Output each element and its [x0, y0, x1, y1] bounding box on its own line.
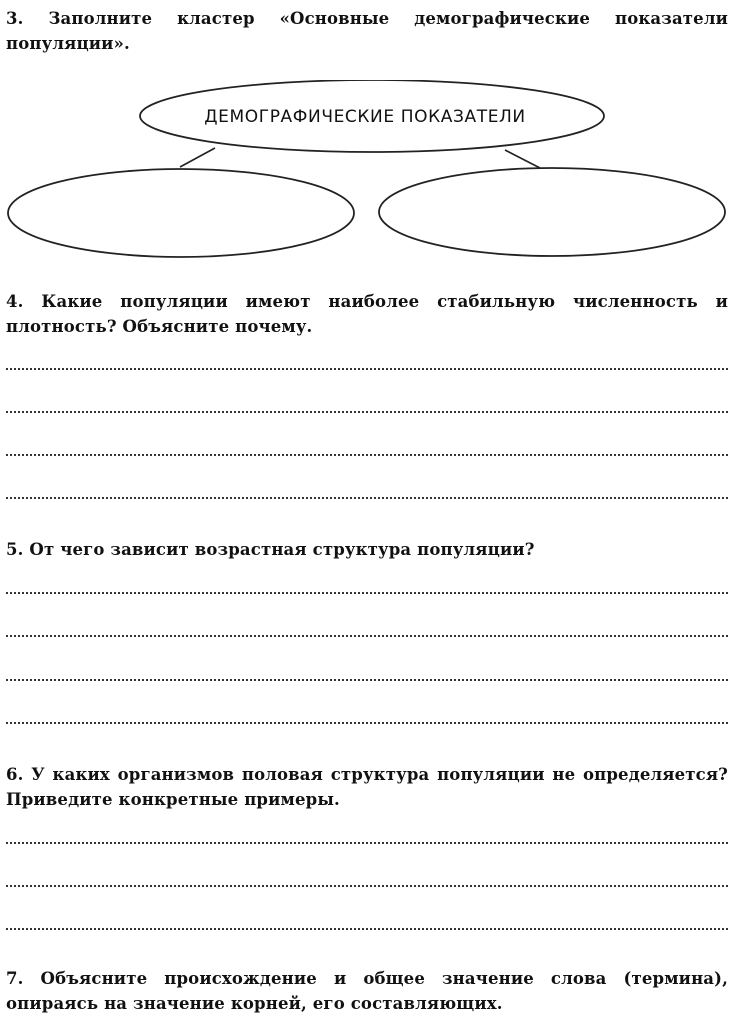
task-6-answer-line[interactable] [6, 842, 728, 844]
task-5-answer-line[interactable] [6, 635, 728, 637]
task-6-answer-line[interactable] [6, 885, 728, 887]
cluster-connector-right [505, 150, 540, 168]
task-6-answer-line[interactable] [6, 928, 728, 930]
task-4-answer-line[interactable] [6, 497, 728, 499]
cluster-connector-left [180, 148, 215, 167]
task-5-answer-line[interactable] [6, 679, 728, 681]
task-5-answer-line[interactable] [6, 722, 728, 724]
task-5-answer-line[interactable] [6, 592, 728, 594]
task-5-question: 5. От чего зависит возрастная структура популяции? [6, 540, 535, 559]
task-4-answer-line[interactable] [6, 454, 728, 456]
task-4-question: 4. Какие популяции имеют наиболее стабильную численность и плотность? Объясните почему. [6, 292, 728, 336]
cluster-branch-node-right[interactable] [379, 168, 725, 256]
task-6-question: 6. У каких организмов половая структура популяции не определяется? Приведите конкретные примеры. [6, 765, 728, 809]
task-4-answer-line[interactable] [6, 368, 728, 370]
cluster-central-label: ДЕМОГРАФИЧЕСКИЕ ПОКАЗАТЕЛИ [204, 107, 526, 127]
task-3-question: 3. Заполните кластер «Основные демографические показатели популяции». [6, 9, 728, 53]
cluster-diagram [0, 80, 742, 265]
task-4-answer-line[interactable] [6, 411, 728, 413]
cluster-branch-node-left[interactable] [8, 169, 354, 257]
task-7-question: 7. Объясните происхождение и общее значение слова (термина), опираясь на значение корней, его составляющих. [6, 969, 728, 1013]
